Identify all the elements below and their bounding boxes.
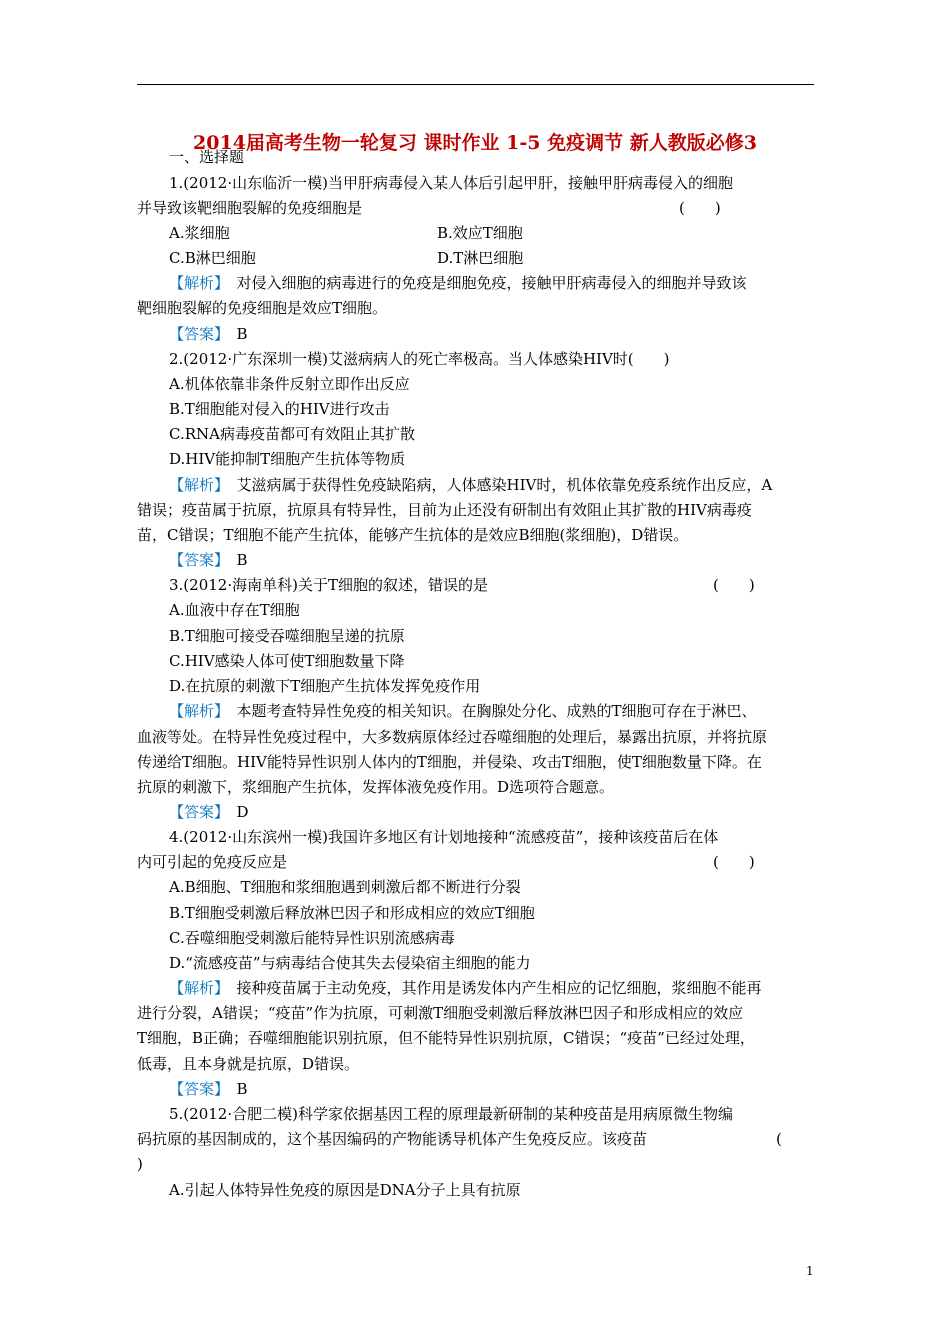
q1-analysis-line-2: 靶细胞裂解的免疫细胞是效应T细胞。 [137, 299, 388, 317]
q2-answer: 【答案】 B [169, 551, 248, 569]
section-heading: 一、选择题 [169, 148, 245, 166]
q1-option-c: C.B淋巴细胞 [169, 249, 256, 267]
q3-answer: 【答案】 D [169, 803, 249, 821]
q1-answer-blank: ( ) [679, 199, 721, 217]
q4-stem-line-2: 内可引起的免疫反应是 [137, 853, 288, 871]
q1-answer: 【答案】 B [169, 325, 248, 343]
answer-tag: 【答案】 [169, 325, 222, 343]
q4-option-d: D.“流感疫苗”与病毒结合使其失去侵染宿主细胞的能力 [169, 954, 531, 972]
q2-stem-line-1: 2.(2012·广东深圳一模)艾滋病病人的死亡率极高。当人体感染HIV时( ) [169, 350, 670, 368]
analysis-tag: 【解析】 [169, 702, 222, 720]
q3-option-a: A.血液中存在T细胞 [169, 601, 300, 619]
q3-stem-line-1: 3.(2012·海南单科)关于T细胞的叙述，错误的是 [169, 576, 488, 594]
answer-tag: 【答案】 [169, 1080, 222, 1098]
q2-option-d: D.HIV能抑制T细胞产生抗体等物质 [169, 450, 406, 468]
q3-analysis-line-1: 【解析】 本题考查特异性免疫的相关知识。在胸腺处分化、成熟的T细胞可存在于淋巴、 [169, 702, 757, 720]
q3-option-d: D.在抗原的刺激下T细胞产生抗体发挥免疫作用 [169, 677, 481, 695]
q2-analysis-line-2: 错误；疫苗属于抗原，抗原具有特异性，目前为止还没有研制出有效阻止其扩散的HIV病毒疫 [137, 501, 752, 519]
q4-option-a: A.B细胞、T细胞和浆细胞遇到刺激后都不断进行分裂 [169, 878, 521, 896]
q4-analysis-line-4: 低毒，且本身就是抗原，D错误。 [137, 1055, 360, 1073]
q3-option-b: B.T细胞可接受吞噬细胞呈递的抗原 [169, 627, 405, 645]
analysis-tag: 【解析】 [169, 274, 222, 292]
q4-stem-line-1: 4.(2012·山东滨州一模)我国许多地区有计划地接种“流感疫苗”，接种该疫苗后在体 [169, 828, 719, 846]
page-number: 1 [806, 1264, 814, 1278]
q3-analysis-line-2: 血液等处。在特异性免疫过程中，大多数病原体经过吞噬细胞的处理后，暴露出抗原，并将抗原 [137, 728, 768, 746]
q1-stem-line-1: 1.(2012·山东临沂一模)当甲肝病毒侵入某人体后引起甲肝，接触甲肝病毒侵入的细胞 [169, 174, 733, 192]
q4-answer: 【答案】 B [169, 1080, 248, 1098]
q3-answer-blank: ( ) [713, 576, 755, 594]
answer-tag: 【答案】 [169, 551, 222, 569]
q2-analysis-line-3: 苗，C错误；T细胞不能产生抗体，能够产生抗体的是效应B细胞(浆细胞)，D错误。 [137, 526, 689, 544]
q3-option-c: C.HIV感染人体可使T细胞数量下降 [169, 652, 405, 670]
q2-option-a: A.机体依靠非条件反射立即作出反应 [169, 375, 410, 393]
q1-analysis-line-1: 【解析】 对侵入细胞的病毒进行的免疫是细胞免疫，接触甲肝病毒侵入的细胞并导致该 [169, 274, 747, 292]
q2-option-b: B.T细胞能对侵入的HIV进行攻击 [169, 400, 390, 418]
q5-stem-line-2: 码抗原的基因制成的，这个基因编码的产物能诱导机体产生免疫反应。该疫苗 [137, 1130, 648, 1148]
q4-analysis-line-2: 进行分裂，A错误；“疫苗”作为抗原，可刺激T细胞受刺激后释放淋巴因子和形成相应的效应 [137, 1004, 744, 1022]
q1-option-a: A.浆细胞 [169, 224, 230, 242]
q5-answer-blank-close: ) [137, 1155, 143, 1173]
q4-analysis-line-1: 【解析】 接种疫苗属于主动免疫，其作用是诱发体内产生相应的记忆细胞，浆细胞不能再 [169, 979, 762, 997]
q4-option-b: B.T细胞受刺激后释放淋巴因子和形成相应的效应T细胞 [169, 904, 535, 922]
q3-analysis-line-3: 传递给T细胞。HIV能特异性识别人体内的T细胞，并侵染、攻击T细胞，使T细胞数量下降。在 [137, 753, 762, 771]
q3-analysis-line-4: 抗原的刺激下，浆细胞产生抗体，发挥体液免疫作用。D选项符合题意。 [137, 778, 615, 796]
q4-answer-blank: ( ) [713, 853, 755, 871]
document-title: 2014届高考生物一轮复习 课时作业 1-5 免疫调节 新人教版必修3 [193, 132, 757, 154]
answer-tag: 【答案】 [169, 803, 222, 821]
header-rule [137, 84, 814, 85]
analysis-tag: 【解析】 [169, 476, 222, 494]
q2-option-c: C.RNA病毒疫苗都可有效阻止其扩散 [169, 425, 415, 443]
q4-analysis-line-3: T细胞，B正确；吞噬细胞能识别抗原，但不能特异性识别抗原，C错误；“疫苗”已经过处理， [137, 1029, 755, 1047]
q5-option-a: A.引起人体特异性免疫的原因是DNA分子上具有抗原 [169, 1181, 521, 1199]
q1-stem-line-2: 并导致该靶细胞裂解的免疫细胞是 [137, 199, 363, 217]
q1-option-b: B.效应T细胞 [437, 224, 523, 242]
q5-stem-line-1: 5.(2012·合肥二模)科学家依据基因工程的原理最新研制的某种疫苗是用病原微生物编 [169, 1105, 733, 1123]
q5-answer-blank-open: ( [776, 1130, 782, 1148]
q1-option-d: D.T淋巴细胞 [437, 249, 524, 267]
q4-option-c: C.吞噬细胞受刺激后能特异性识别流感病毒 [169, 929, 455, 947]
analysis-tag: 【解析】 [169, 979, 222, 997]
q2-analysis-line-1: 【解析】 艾滋病属于获得性免疫缺陷病，人体感染HIV时，机体依靠免疫系统作出反应，A [169, 476, 773, 494]
